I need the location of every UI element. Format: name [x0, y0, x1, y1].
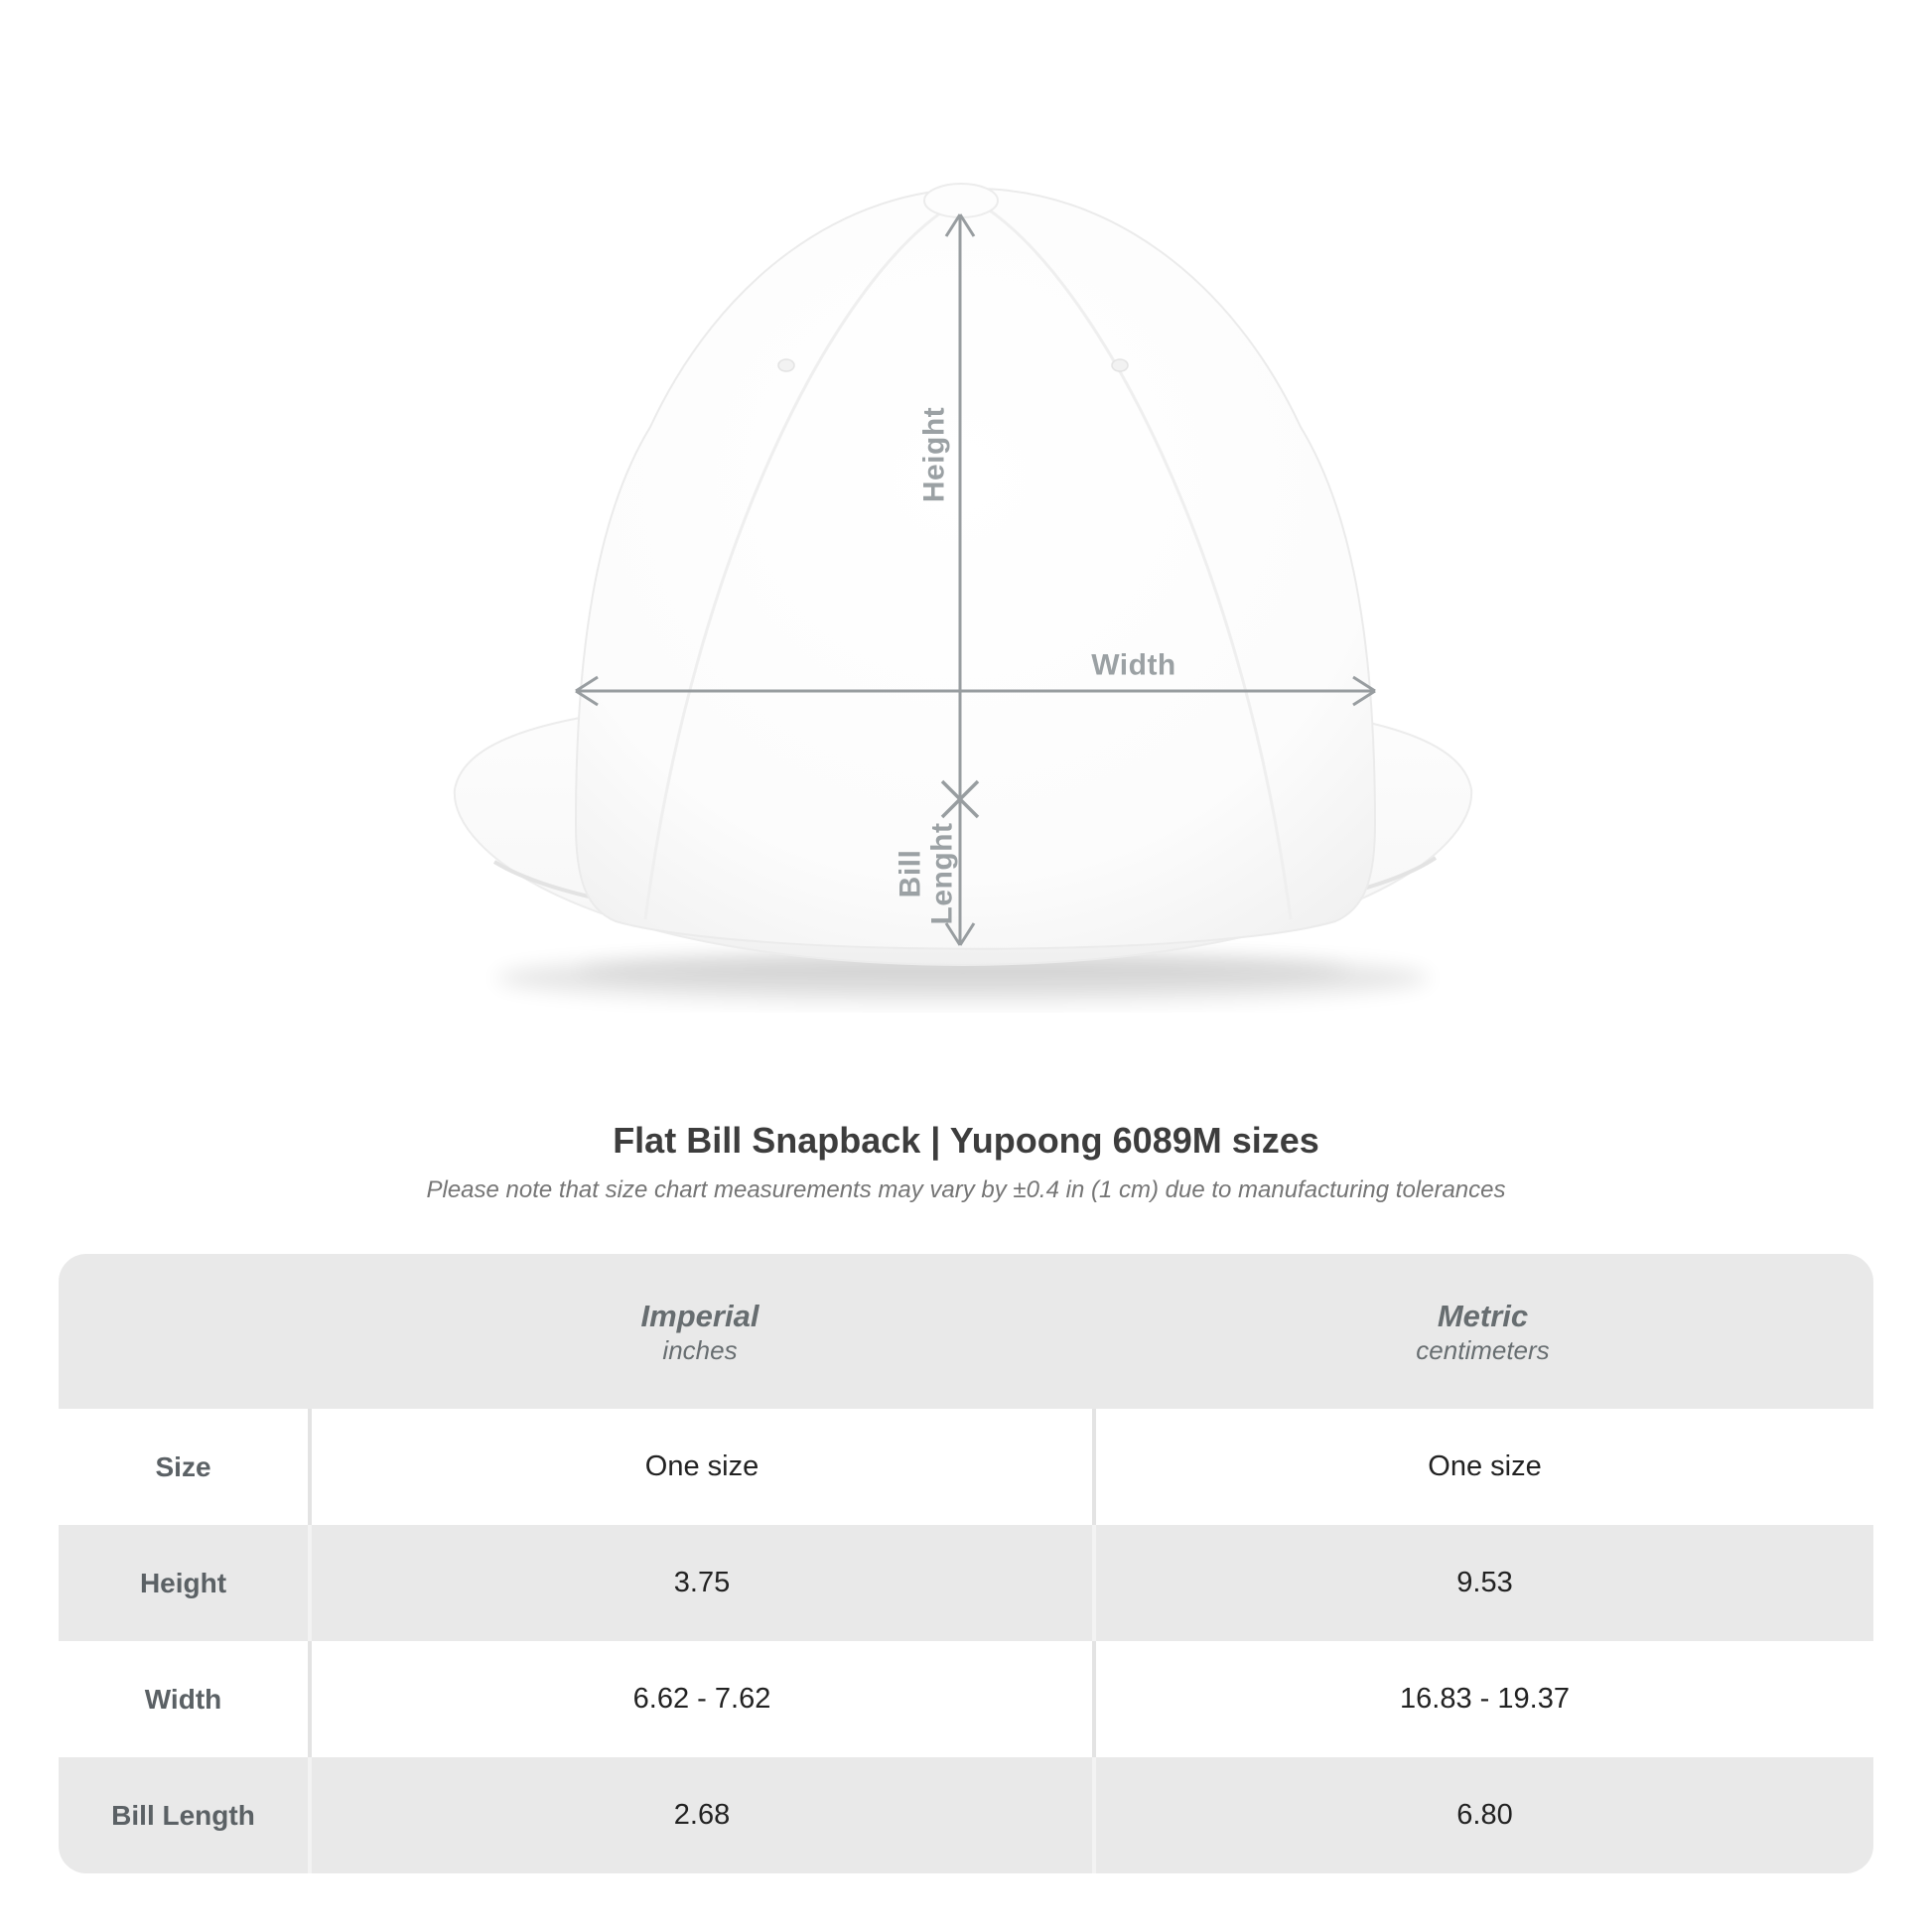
hat-illustration: [437, 139, 1499, 1013]
table-row-width: [59, 1641, 1873, 1757]
header-corner-cell: [59, 1254, 308, 1409]
bill-length-imperial-value: 2.68: [308, 1757, 1092, 1873]
metric-label: Metric: [1437, 1299, 1529, 1333]
imperial-label: Imperial: [640, 1299, 759, 1333]
header-imperial: [308, 1254, 1092, 1409]
height-imperial-value: 3.75: [308, 1525, 1092, 1641]
table-row-height: [59, 1525, 1873, 1641]
tolerance-note: Please note that size chart measurements may vary by ±0.4 in (1 cm) due to manufacturing tolerances: [426, 1176, 1506, 1203]
metric-unit-label: centimeters: [1416, 1335, 1550, 1365]
imperial-unit-label: inches: [662, 1335, 738, 1365]
right-eyelet: [1112, 359, 1128, 371]
bill-length-metric-value: 6.80: [1092, 1757, 1873, 1873]
size-imperial-value: One size: [308, 1409, 1092, 1525]
row-label: Height: [139, 1567, 227, 1598]
bill-label-line1: Bill: [894, 849, 927, 898]
bill-label-line2: Lenght: [925, 822, 958, 925]
width-metric-value: 16.83 - 19.37: [1092, 1641, 1873, 1757]
size-chart-table: [59, 1254, 1873, 1873]
hat-crown: [576, 184, 1375, 949]
size-chart-header: [59, 1254, 1873, 1409]
bill-length-dimension-label: [896, 823, 958, 925]
height-dimension-label: Height: [917, 406, 951, 503]
page-title: Flat Bill Snapback | Yupoong 6089M sizes: [613, 1120, 1319, 1161]
heading-block: [0, 1118, 1932, 1205]
row-label: Bill Length: [111, 1799, 255, 1831]
width-dimension-label: Width: [1091, 648, 1176, 682]
table-row-bill-length: [59, 1757, 1873, 1873]
header-metric: [1092, 1254, 1873, 1409]
width-imperial-value: 6.62 - 7.62: [308, 1641, 1092, 1757]
table-row-size: [59, 1409, 1873, 1525]
row-label: Width: [144, 1683, 222, 1715]
height-metric-value: 9.53: [1092, 1525, 1873, 1641]
size-metric-value: One size: [1092, 1409, 1873, 1525]
hat-diagram: [437, 139, 1499, 1013]
left-eyelet: [778, 359, 794, 371]
crown-button: [924, 184, 998, 217]
row-label: Size: [155, 1450, 211, 1482]
